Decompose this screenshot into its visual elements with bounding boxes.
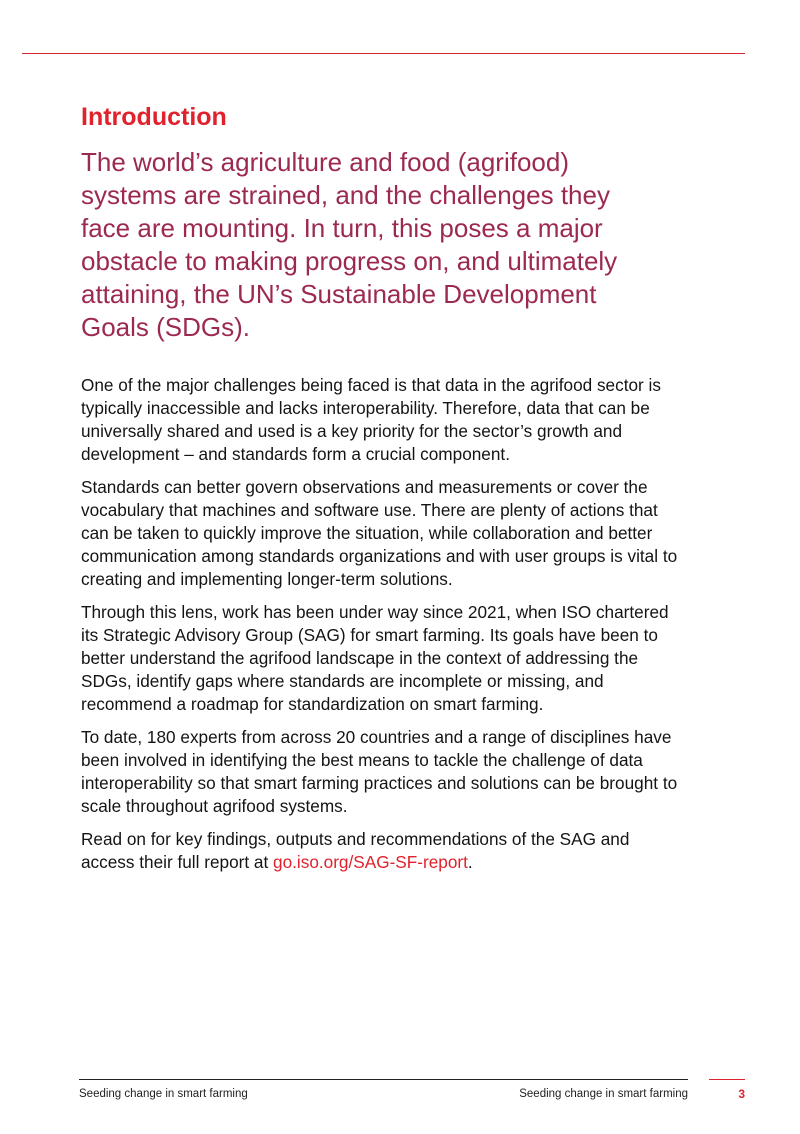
page-content xyxy=(81,100,681,884)
footer-rule xyxy=(79,1079,688,1080)
body-paragraph-3: Through this lens, work has been under way since 2021, when ISO chartered its Strategic Advisory Group (SAG) for smart farming. Its goals have been to better understand the agrifood landscape in the context of addressing the SDGs, identify gaps where standards are incomplete or missing, and recommend a roadmap for standardization on smart farming. xyxy=(81,602,669,714)
footer-right-title: Seeding change in smart farming xyxy=(519,1088,688,1100)
body-paragraph-1: One of the major challenges being faced is that data in the agrifood sector is typically inaccessible and lacks interoperability. Therefore, data that can be universally shared and used is a key priority for the sector’s growth and development – and standards form a crucial component. xyxy=(81,375,661,464)
closing-text: Read on for key findings, outputs and recommendations of the SAG and access their full report at xyxy=(81,829,630,872)
page-number: 3 xyxy=(738,1087,745,1101)
closing-punctuation: . xyxy=(467,852,473,872)
top-rule xyxy=(22,53,745,54)
footer-left-title: Seeding change in smart farming xyxy=(79,1088,248,1100)
body-paragraph-4: To date, 180 experts from across 20 countries and a range of disciplines have been involved in identifying the best means to tackle the challenge of data interoperability so that smart farming practices and solutions can be brought to scale throughout agrifood systems. xyxy=(81,727,678,816)
closing-paragraph xyxy=(81,828,681,874)
footer-accent-rule xyxy=(709,1079,745,1080)
lead-paragraph: The world’s agriculture and food (agrifood) systems are strained, and the challenges they face are mounting. In turn, this poses a major obstacle to making progress on, and ultimately attaining, the UN’s Sustainable Development Goals (SDGs). xyxy=(81,147,618,342)
section-title: Introduction xyxy=(81,103,227,131)
body-paragraph-2: Standards can better govern observations and measurements or cover the vocabulary that machines and software use. There are plenty of actions that can be taken to quickly improve the situation, while collaboration and better communication among standards organizations and with user groups is vital to creating and implementing longer-term solutions. xyxy=(81,477,678,589)
report-link[interactable]: go.iso.org/SAG-SF-report xyxy=(273,852,468,872)
